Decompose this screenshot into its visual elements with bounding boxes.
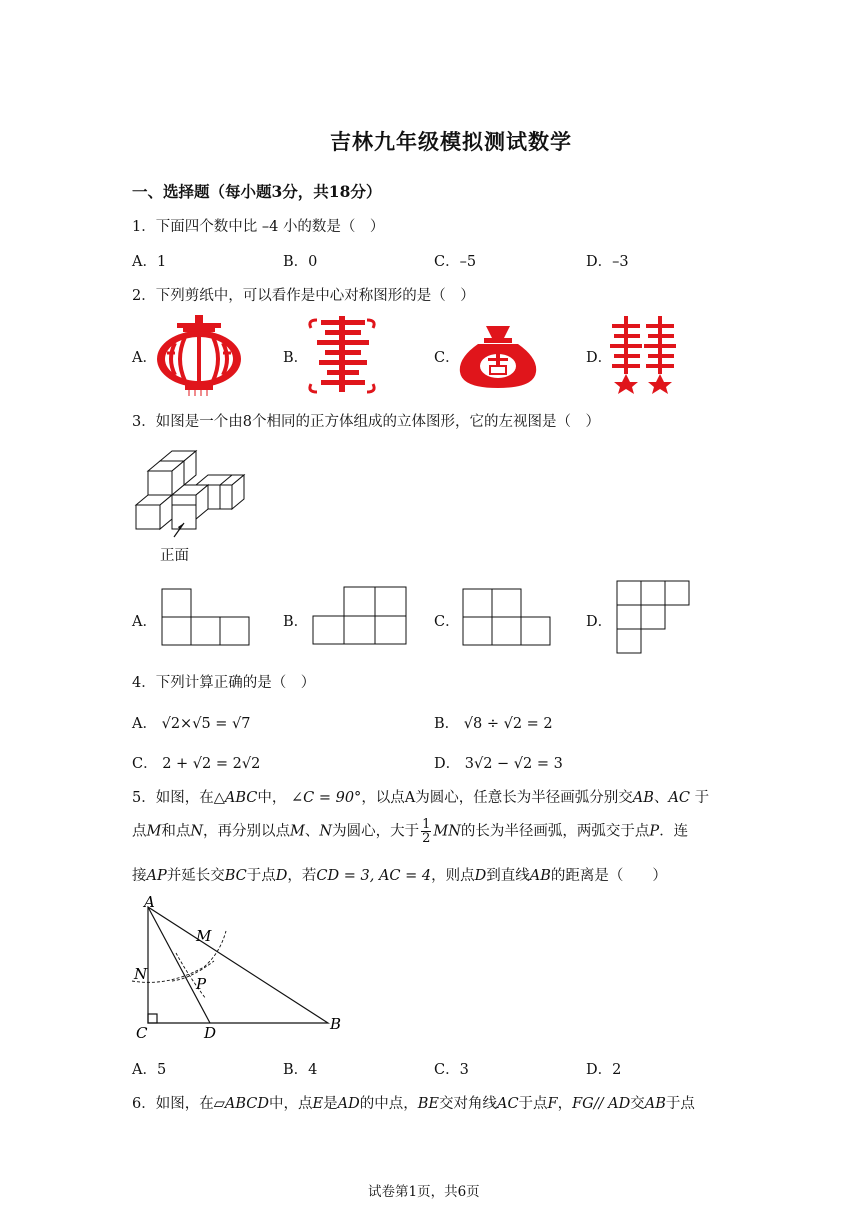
question-5-line-2: 点M和点N，再分别以点M、N为圆心，大于 $\frac{1}{2}$ MN的长为半径画弧，两弧交于点P．连 [132,817,689,846]
q3-option-c-figure [461,588,551,646]
lantern-papercut-icon [155,315,245,395]
cube-solid-figure [134,445,254,545]
q3-option-d-figure [615,580,695,656]
point-n-label: N [134,965,148,983]
q5-option-c: C．3 [434,1062,469,1078]
q3-option-a: A． [132,614,157,630]
question-2-stem: 2．下列剪纸中，可以看作是中心对称图形的是（ ） [132,288,475,304]
question-6-line-1: 6．如图，在▱ABCD中，点E是AD的中点，BE交对角线AC于点F，FG// AD交AB于点 [132,1096,695,1112]
q5-option-b: B．4 [283,1062,318,1078]
question-3-stem: 3．如图是一个由8个相同的正方体组成的立体图形，它的左视图是（ ） [132,414,600,430]
page-footer: 试卷第1页，共6页 [368,1184,480,1200]
question-5-line-3: 接AP并延长交BC于点D，若CD = 3, AC = 4，则点D到直线AB的距离是（ ） [132,868,667,884]
q2-option-b: B． [283,350,309,366]
q3-option-b: B． [283,614,309,630]
q4-option-b: B． √8 ÷ √2 = 2 [434,716,553,732]
vertex-b-label: B [330,1015,342,1033]
front-view-label: 正面 [160,548,189,564]
question-4-stem: 4．下列计算正确的是（ ） [132,675,316,691]
q2-option-a: A． [132,350,157,366]
q4-option-a: A． √2×√5 = √7 [132,716,251,732]
q4-option-d: D． 3√2 − √2 = 3 [434,756,563,772]
vertex-c-label: C [136,1024,148,1042]
point-d-label: D [204,1024,217,1042]
q3-option-c: C． [434,614,460,630]
q2-option-d: D． [586,350,613,366]
q3-option-a-figure [160,588,250,646]
double-happiness-papercut-icon [610,316,680,391]
page-title: 吉林九年级模拟测试数学 [330,129,572,154]
q4-option-c: C． 2 + √2 = 2√2 [132,756,261,772]
q3-option-b-figure [312,586,408,644]
q1-option-a: A．1 [132,254,167,270]
q5-option-d: D．2 [586,1062,622,1078]
shou-character-papercut-icon [307,316,377,396]
q1-option-c: C．–5 [434,254,477,270]
triangle-figure [128,895,358,1045]
point-m-label: M [196,927,212,945]
question-5-line-1: 5．如图，在△ABC中， ∠C = 90°，以点A为圆心，任意长为半径画弧分别交AB、AC 于 [132,790,710,806]
point-p-label: P [196,975,207,993]
q1-option-d: D．–3 [586,254,629,270]
q2-option-c: C． [434,350,460,366]
q1-option-b: B．0 [283,254,318,270]
question-1-stem: 1．下面四个数中比 –4 小的数是（ ） [132,219,385,235]
vertex-a-label: A [144,893,155,911]
q5-option-a: A．5 [132,1062,167,1078]
q3-option-d: D． [586,614,613,630]
money-bag-papercut-icon [458,322,538,392]
section-heading: 一、选择题（每小题3分，共18分） [132,182,382,201]
